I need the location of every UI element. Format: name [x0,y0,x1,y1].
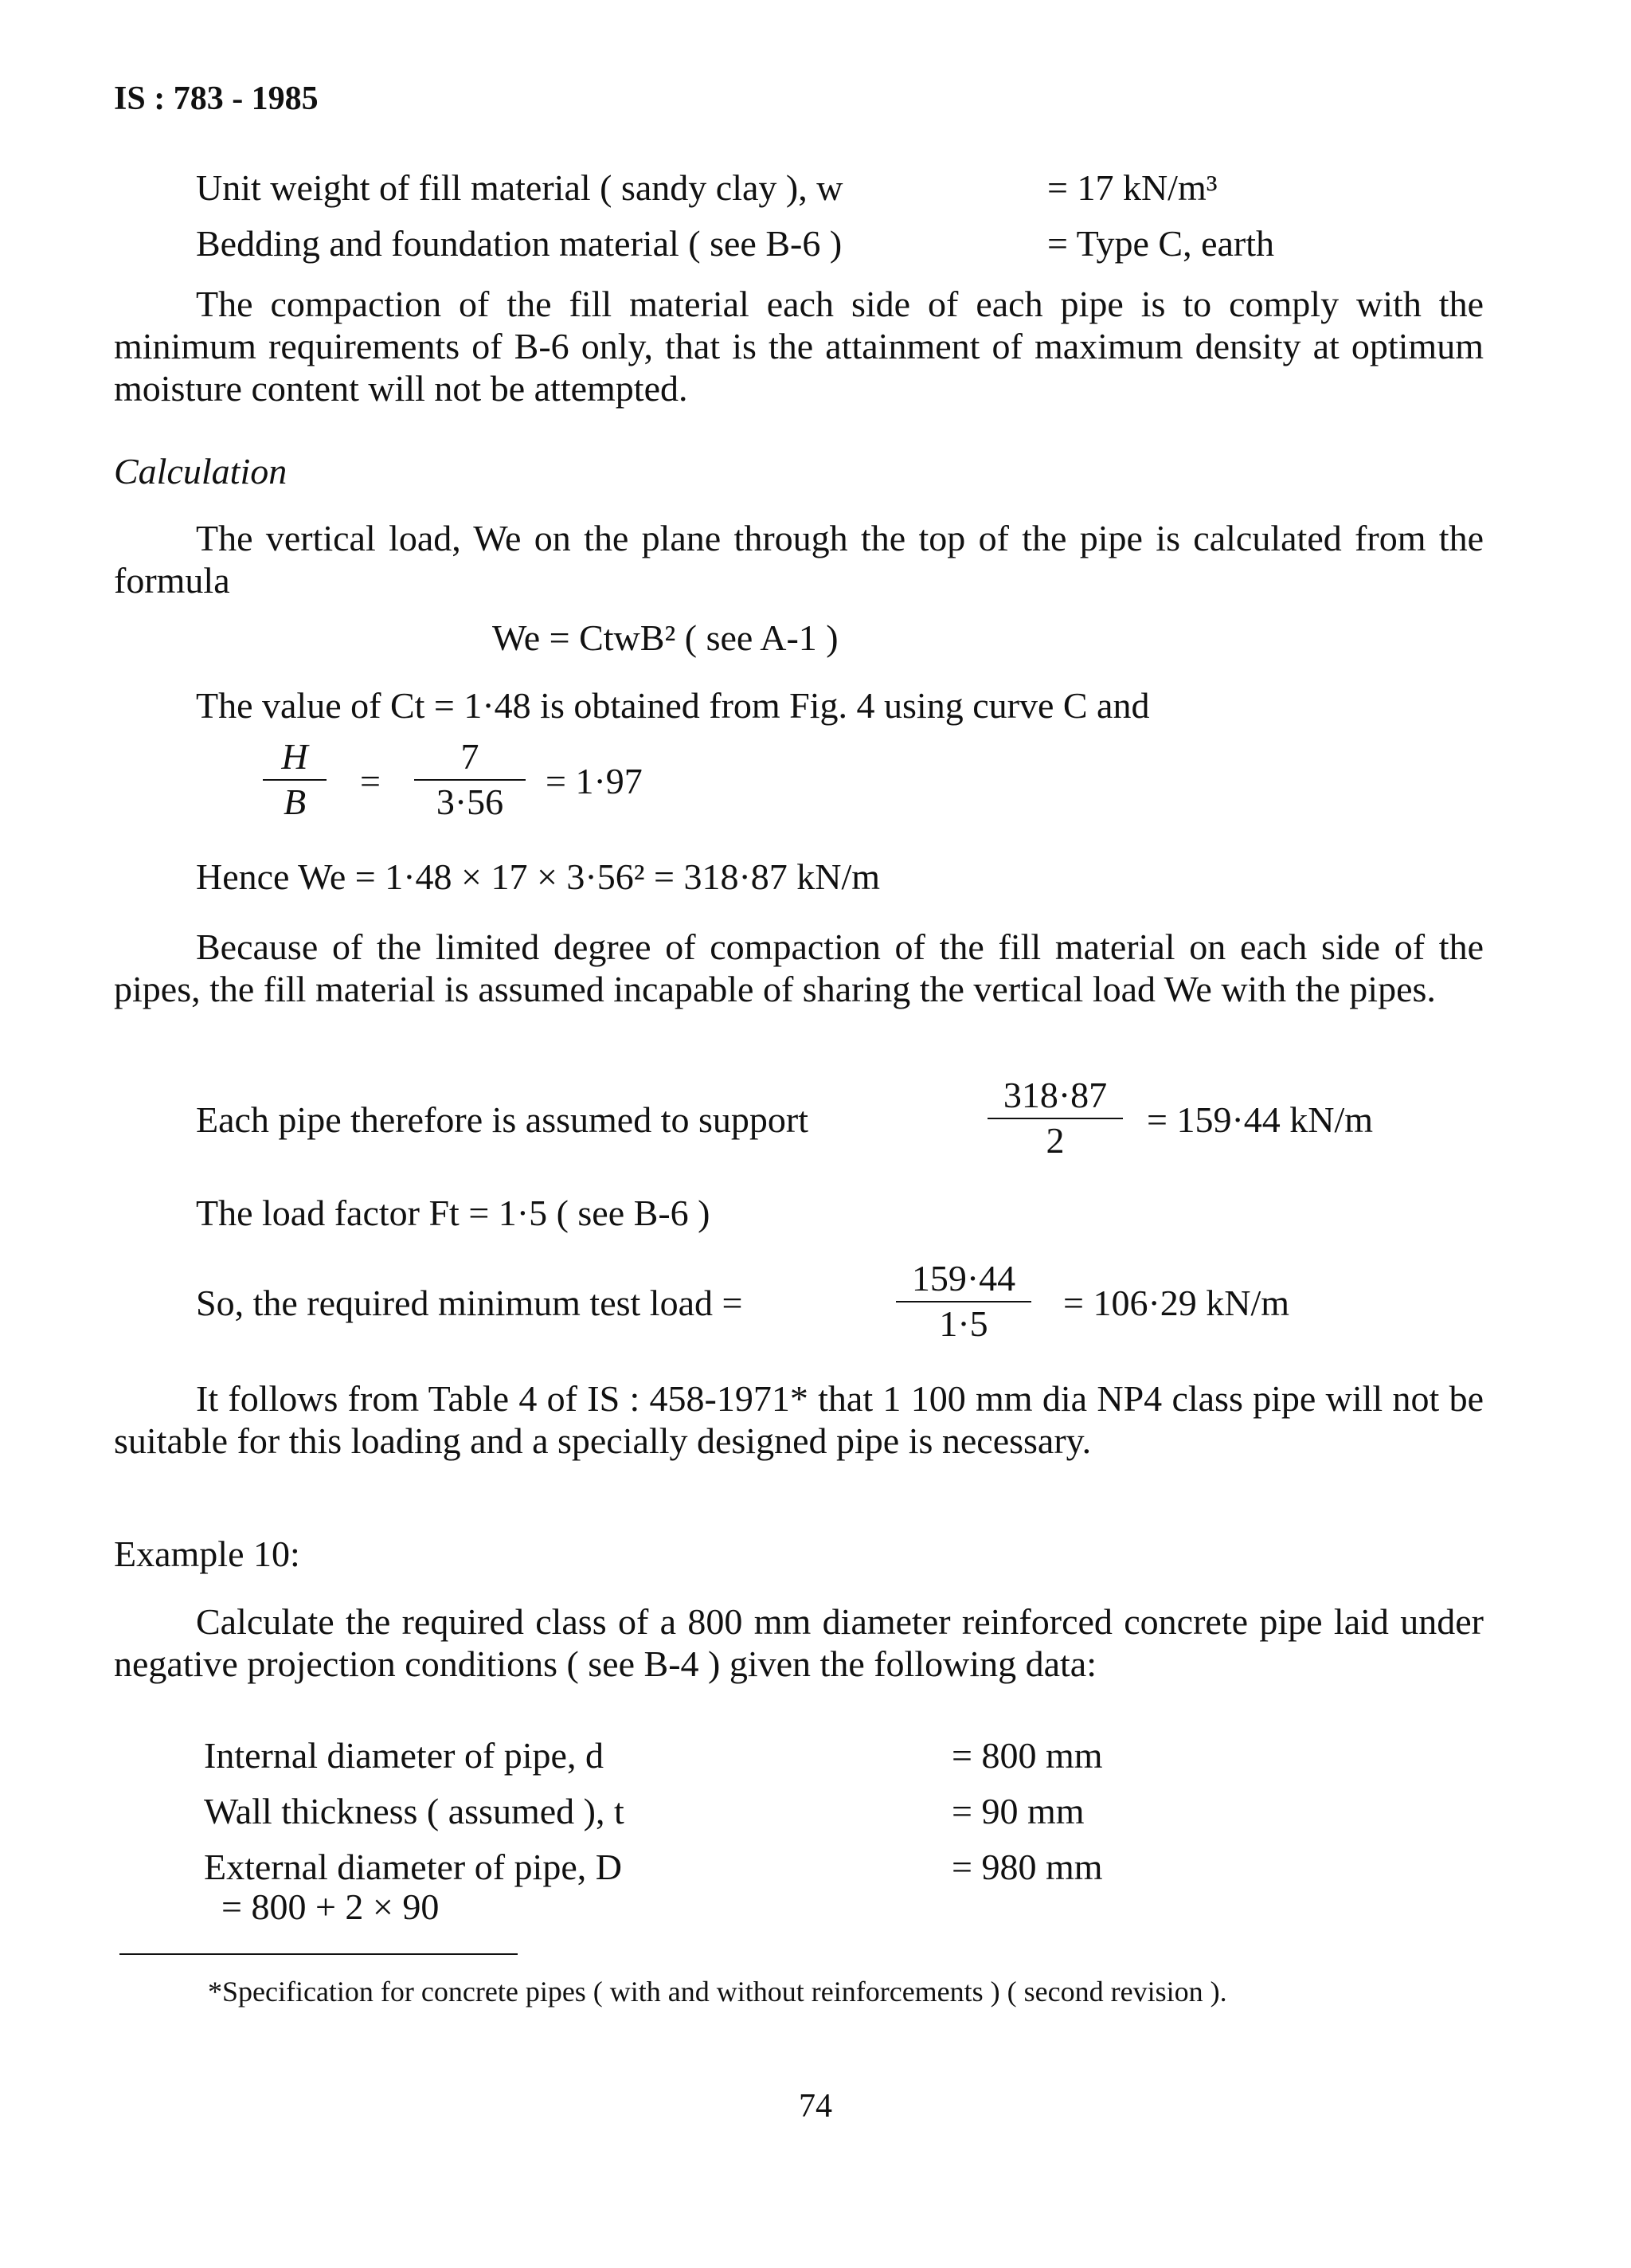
paragraph-vertical-load: The vertical load, We on the plane through the top of the pipe is calculated from the formula [114,518,1484,601]
data-row-label-internal: Internal diameter of pipe, d [204,1735,604,1776]
data-row-value-internal: = 800 mm [952,1735,1103,1776]
footnote: *Specification for concrete pipes ( with and without reinforcements ) ( second revision ). [208,1976,1227,2008]
data-row-label-external: External diameter of pipe, D [204,1847,622,1887]
fraction-num-15944: 159·44 [896,1259,1031,1302]
page-number: 74 [799,2088,832,2125]
fraction-h-over-b [263,737,327,822]
equals-sign: = [360,761,381,801]
calculation-heading: Calculation [114,451,287,492]
fraction-num-31887: 318·87 [988,1075,1123,1119]
fraction-num-7: 7 [414,737,526,781]
each-pipe-text: Each pipe therefore is assumed to support [196,1099,808,1140]
fraction-den-356: 3·56 [436,781,504,822]
min-test-load-result: = 106·29 kN/m [1063,1283,1290,1323]
given-row-value-fill-weight: = 17 kN/m³ [1047,167,1218,208]
ct-sentence: The value of Ct = 1·48 is obtained from Fig. 4 using curve C and [196,685,1150,726]
external-diameter-expression: = 800 + 2 × 90 [221,1886,440,1927]
fraction-b: B [283,781,307,822]
given-row-label-bedding: Bedding and foundation material ( see B-6 ) [196,223,843,264]
data-row-value-external: = 980 mm [952,1847,1103,1887]
hb-result: = 1·97 [546,761,643,801]
data-row-value-wall: = 90 mm [952,1791,1085,1831]
fraction-den-15: 1·5 [939,1302,988,1344]
formula-we: We = CtwB² ( see A-1 ) [492,617,839,658]
given-row-label-fill-weight: Unit weight of fill material ( sandy clay ), w [196,167,843,208]
footnote-rule [119,1953,518,1955]
each-pipe-result: = 159·44 kN/m [1147,1099,1374,1140]
data-row-label-wall: Wall thickness ( assumed ), t [204,1791,624,1831]
fraction-h: H [263,737,327,781]
min-test-load-text: So, the required minimum test load = [196,1283,743,1323]
load-factor-line: The load factor Ft = 1·5 ( see B-6 ) [196,1193,710,1233]
fraction-7-over-356 [414,737,526,822]
fraction-15944-over-15 [896,1259,1031,1344]
hence-line: Hence We = 1·48 × 17 × 3·56² = 318·87 kN/m [196,856,881,897]
fraction-31887-over-2 [988,1075,1123,1161]
paragraph-example: Calculate the required class of a 800 mm diameter reinforced concrete pipe laid under negative projection conditions ( see B-4 ) given the following data: [114,1601,1484,1684]
standard-header: IS : 783 - 1985 [114,80,319,117]
given-row-value-bedding: = Type C, earth [1047,223,1275,264]
fraction-den-2: 2 [1046,1119,1065,1161]
example-heading: Example 10: [114,1534,300,1574]
paragraph-compaction: The compaction of the fill material each side of each pipe is to comply with the minimum requirements of B-6 only, that is the attainment of maximum density at optimum moisture content will not be attempted. [114,284,1484,409]
paragraph-follows: It follows from Table 4 of IS : 458-1971* that 1 100 mm dia NP4 class pipe will not be suitable for this loading and a specially designed pipe is necessary. [114,1378,1484,1461]
paragraph-limited-compaction: Because of the limited degree of compaction of the fill material on each side of the pipes, the fill material is assumed incapable of sharing the vertical load We with the pipes. [114,926,1484,1009]
